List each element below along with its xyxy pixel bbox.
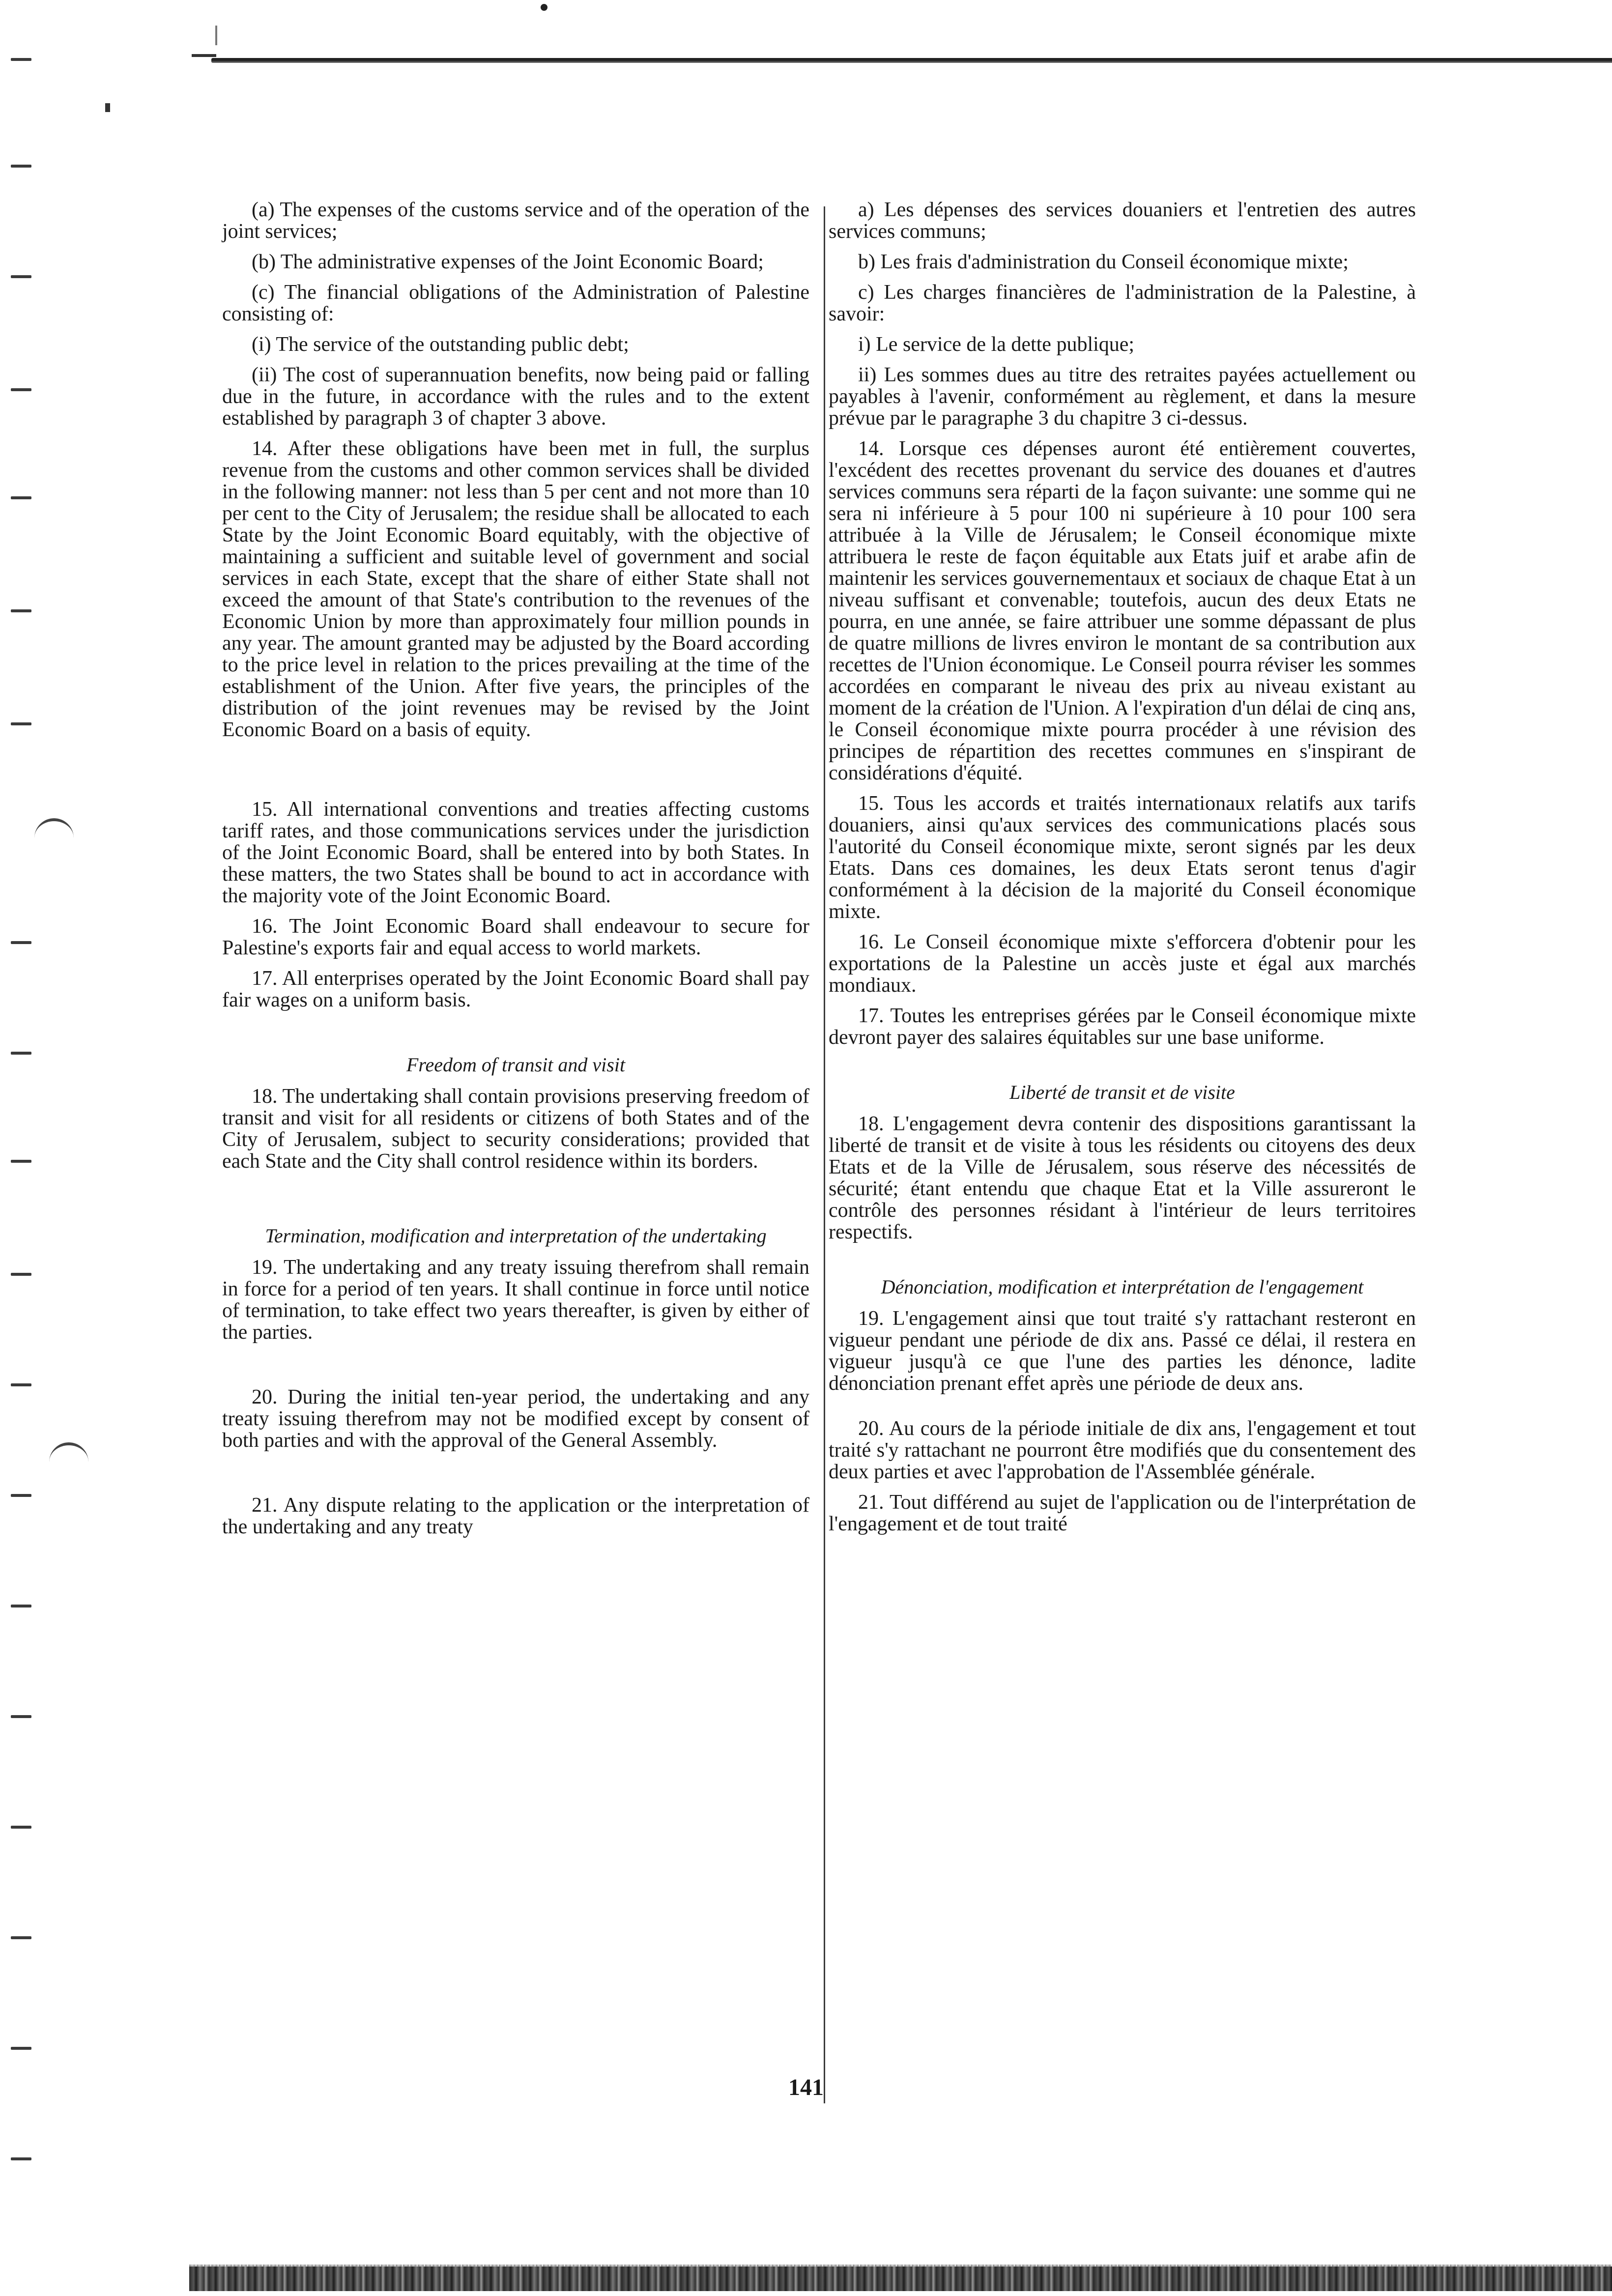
paragraph-18: 18. L'engagement devra contenir des dispositions garantissant la liberté de transit et de visite à tous les résidents ou citoyens des deux Etats et de la Ville de Jérusalem, sous réserve des nécessités de sécurité; étant entendu que chaque Etat et la Ville assureront le contrôle des personnes résidant à l'intérieur de leurs territoires respectifs.	[829, 1113, 1416, 1243]
paragraph-14: 14. After these obligations have been met in full, the surplus revenue from the customs and other common services shall be divided in the following manner: not less than 5 per cent and not more than 10 per cent to the City of Jerusalem; the residue shall be allocated to each State by the Joint Economic Board equitably, with the objective of maintaining a sufficient and suitable level of government and social services in each State, except that the share of either State shall not exceed the amount of that State's contribution to the revenues of the Economic Union by more than approximately four million pounds in any year. The amount granted may be adjusted by the Board according to the price level in relation to the prices prevailing at the time of the establishment of the Union. After five years, the principles of the distribution of the joint revenues may be revised by the Joint Economic Board on a basis of equity.	[222, 437, 809, 741]
section-heading-termination: Dénonciation, modification et interprétation de l'engagement	[881, 1276, 1364, 1298]
item-c: (c) The financial obligations of the Administration of Palestine consisting of:	[222, 281, 809, 325]
english-column	[222, 199, 809, 1547]
scan-speck	[192, 54, 216, 57]
margin-mark	[11, 722, 31, 725]
section-heading-transit: Freedom of transit and visit	[406, 1054, 626, 1076]
margin-mark	[11, 496, 31, 499]
paragraph-17: 17. Toutes les entreprises gérées par le Conseil économique mixte devront payer des salaires équitables sur une base uniforme.	[829, 1004, 1416, 1049]
paragraph-19: 19. L'engagement ainsi que tout traité s'y rattachant resteront en vigueur pendant une période de dix ans. Passé ce délai, il restera en vigueur jusqu'à ce que l'une des parties les dénonce, ladite dénonciation prenant effet après une période de deux ans.	[829, 1307, 1416, 1395]
margin-mark	[11, 1826, 31, 1829]
paragraph-20: 20. Au cours de la période initiale de dix ans, l'engagement et tout traité s'y rattachant ne pourront être modifiés que du consentement des deux parties et avec l'approbation de l'Assemblée générale.	[829, 1417, 1416, 1483]
paragraph-18: 18. The undertaking shall contain provisions preserving freedom of transit and visit for all residents or citizens of both States and of the City of Jerusalem, subject to security considerations; provided that each State and the City shall control residence within its borders.	[222, 1085, 809, 1173]
margin-mark	[11, 1273, 31, 1276]
margin-mark	[11, 165, 31, 168]
margin-mark	[11, 941, 31, 944]
margin-mark	[49, 1442, 88, 1465]
margin-mark	[11, 2047, 31, 2050]
margin-mark	[11, 1936, 31, 1939]
scan-edge	[189, 2267, 1612, 2291]
margin-mark	[11, 1605, 31, 1607]
margin-mark	[11, 1715, 31, 1718]
column-divider	[824, 206, 825, 2103]
paragraph-21: 21. Tout différend au sujet de l'application ou de l'interprétation de l'engagement et de tout traité	[829, 1491, 1416, 1535]
margin-mark	[34, 818, 74, 841]
margin-mark	[11, 2157, 31, 2160]
item-b: (b) The administrative expenses of the Joint Economic Board;	[252, 251, 764, 273]
item-c-i: i) Le service de la dette publique;	[858, 333, 1135, 356]
scan-speck	[105, 103, 110, 112]
paragraph-14: 14. Lorsque ces dépenses auront été entièrement couvertes, l'excédent des recettes provenant du service des douanes et d'autres services communs sera réparti de la façon suivante: une somme qui ne sera ni inférieure à 5 pour 100 ni supérieure à 10 pour 100 sera attribuée à la Ville de Jérusalem; le Conseil économique mixte attribuera le reste de façon équitable aux Etats juif et arabe afin de maintenir les services gouvernementaux et sociaux de chaque Etat à un niveau suffisant et convenable; toutefois, aucun des deux Etats ne pourra, en une année, se faire attribuer une somme dépassant de plus de quatre millions de livres environ le montant de sa contribution aux recettes de l'Union économique. Le Conseil pourra réviser les sommes accordées en comparant le niveau des prix au niveau existant au moment de la création de l'Union. A l'expiration d'un délai de cinq ans, le Conseil économique mixte pourra procéder à une révision des principes de répartition des recettes communes en s'inspirant de considérations d'équité.	[829, 437, 1416, 784]
section-heading-termination: Termination, modification and interpretation of the undertaking	[265, 1225, 767, 1247]
paragraph-19: 19. The undertaking and any treaty issuing therefrom shall remain in force for a period of ten years. It shall continue in force until notice of termination, to take effect two years thereafter, is given by either of the parties.	[222, 1256, 809, 1344]
margin-mark	[11, 609, 31, 612]
margin-mark	[11, 1160, 31, 1163]
paragraph-21: 21. Any dispute relating to the application or the interpretation of the undertaking and any treaty	[222, 1494, 809, 1538]
margin-mark	[11, 275, 31, 278]
margin-mark	[11, 1494, 31, 1497]
item-b: b) Les frais d'administration du Conseil économique mixte;	[858, 251, 1349, 273]
top-rule	[211, 58, 1612, 63]
scan-speck	[215, 26, 217, 45]
item-c-ii: ii) Les sommes dues au titre des retraites payées actuellement ou payables à l'avenir, conformément au règlement, et dans la mesure prévue par le paragraphe 3 du chapitre 3 ci-dessus.	[829, 364, 1416, 430]
paragraph-20: 20. During the initial ten-year period, the undertaking and any treaty issuing therefrom may not be modified except by consent of both parties and with the approval of the General Assembly.	[222, 1386, 809, 1452]
scan-speck	[541, 4, 547, 11]
item-c-i: (i) The service of the outstanding public debt;	[252, 333, 629, 356]
paragraph-16: 16. The Joint Economic Board shall endeavour to secure for Palestine's exports fair and equal access to world markets.	[222, 915, 809, 959]
page-number: 141	[788, 2074, 824, 2100]
paragraph-15: 15. All international conventions and treaties affecting customs tariff rates, and those communications services under the jurisdiction of the Joint Economic Board, shall be entered into by both States. In these matters, the two States shall be bound to act in accordance with the majority vote of the Joint Economic Board.	[222, 798, 809, 907]
paragraph-17: 17. All enterprises operated by the Joint Economic Board shall pay fair wages on a uniform basis.	[222, 967, 809, 1011]
french-column	[829, 199, 1416, 1544]
margin-mark	[11, 1052, 31, 1055]
item-c: c) Les charges financières de l'administration de la Palestine, à savoir:	[829, 281, 1416, 325]
item-c-ii: (ii) The cost of superannuation benefits, now being paid or falling due in the future, in accordance with the rules and to the extent established by paragraph 3 of chapter 3 above.	[222, 364, 809, 430]
margin-mark	[11, 388, 31, 391]
paragraph-15: 15. Tous les accords et traités internationaux relatifs aux tarifs douaniers, ainsi qu'aux services des communications placés sous l'autorité du Conseil économique mixte, seront signés par les deux Etats. Dans ces domaines, les deux Etats seront tenus d'agir conformément à la décision de la majorité du Conseil économique mixte.	[829, 792, 1416, 923]
margin-mark	[11, 1383, 31, 1386]
section-heading-transit: Liberté de transit et de visite	[1009, 1081, 1235, 1103]
paragraph-16: 16. Le Conseil économique mixte s'efforcera d'obtenir pour les exportations de la Palestine un accès juste et égal aux marchés mondiaux.	[829, 931, 1416, 997]
item-a: a) Les dépenses des services douaniers et l'entretien des autres services communs;	[829, 199, 1416, 243]
margin-mark	[11, 58, 31, 61]
item-a: (a) The expenses of the customs service and of the operation of the joint services;	[222, 199, 809, 243]
